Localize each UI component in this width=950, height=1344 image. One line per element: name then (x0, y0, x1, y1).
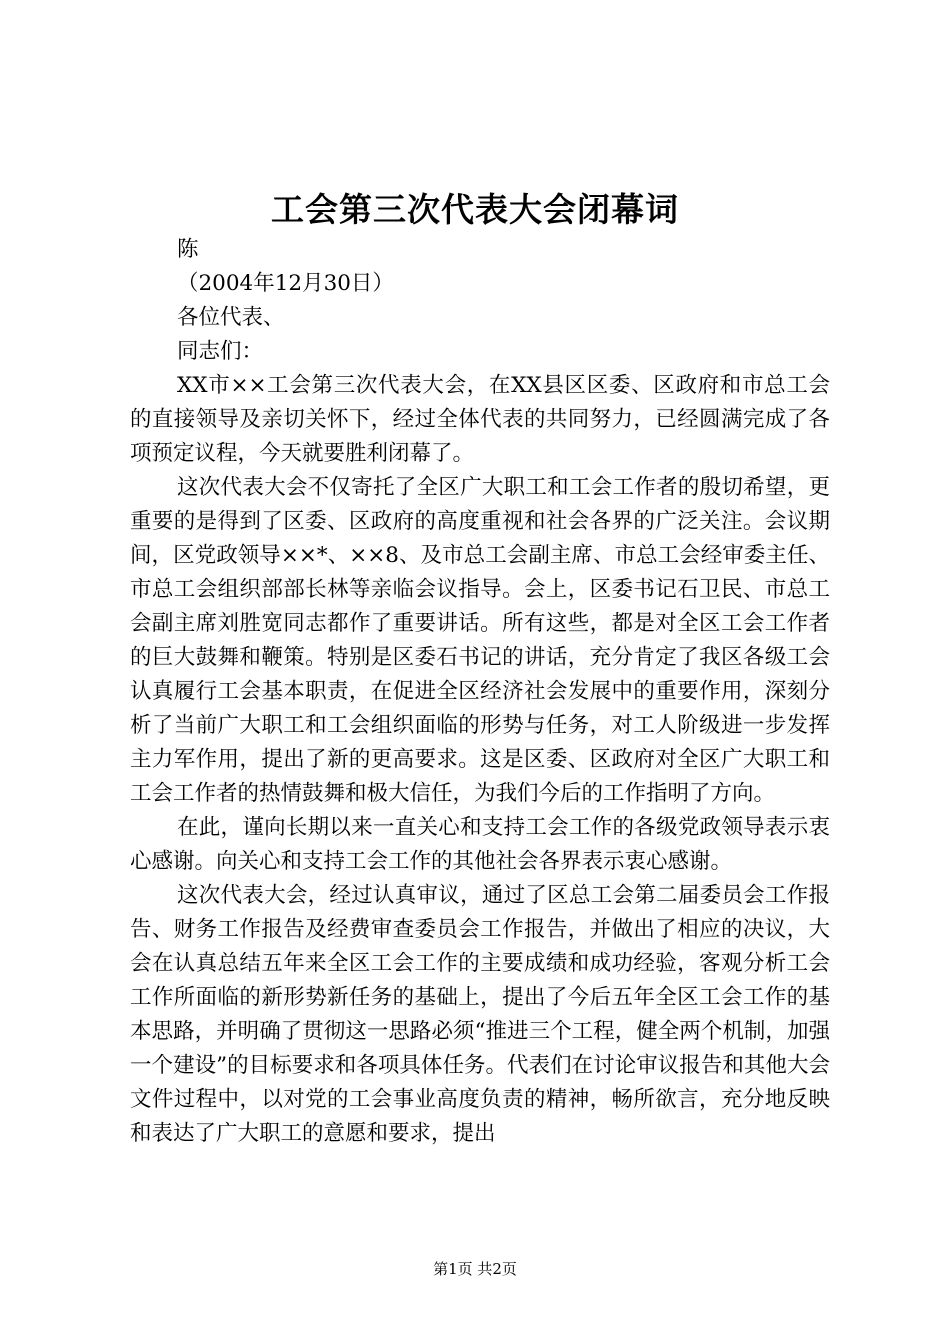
author-line: 陈 (177, 237, 199, 262)
document-body (130, 233, 830, 1151)
paragraph-3: 在此，谨向长期以来一直关心和支持工会工作的各级党政领导表示衷心感谢。向关心和支持工会工作的其他社会各界表示衷心感谢。 (130, 815, 830, 874)
paragraph-4: 这次代表大会，经过认真审议，通过了区总工会第二届委员会工作报告、财务工作报告及经费审查委员会工作报告，并做出了相应的决议，大会在认真总结五年来全区工会工作的主要成绩和成功经验，客观分析工会工作所面临的新形势新任务的基础上，提出了今后五年全区工会工作的基本思路，并明确了贯彻这一思路必须“推进三个工程，健全两个机制，加强一个建设”的目标要求和各项具体任务。代表们在讨论审议报告和其他大会文件过程中，以对党的工会事业高度负责的精神，畅所欲言，充分地反映和表达了广大职工的意愿和要求，提出 (130, 883, 830, 1146)
salutation-line-2: 同志们： (177, 339, 264, 364)
document-title: 工会第三次代表大会闭幕词 (271, 190, 679, 229)
page-footer: 第1页 共2页 (433, 1260, 517, 1278)
salutation-line-1: 各位代表、 (177, 305, 285, 330)
date-line: （2004年12月30日） (177, 271, 394, 296)
paragraph-1: XX市××工会第三次代表大会，在XX县区区委、区政府和市总工会的直接领导及亲切关怀下，经过全体代表的共同努力，已经圆满完成了各项预定议程，今天就要胜利闭幕了。 (130, 373, 830, 466)
paragraph-2: 这次代表大会不仅寄托了全区广大职工和工会工作者的殷切希望，更重要的是得到了区委、区政府的高度重视和社会各界的广泛关注。会议期间，区党政领导××*、××8、及市总工会副主席、市总工会经审委主任、市总工会组织部部长林等亲临会议指导。会上，区委书记石卫民、市总工会副主席刘胜宽同志都作了重要讲话。所有这些，都是对全区工会工作者的巨大鼓舞和鞭策。特别是区委石书记的讲话，充分肯定了我区各级工会认真履行工会基本职责，在促进全区经济社会发展中的重要作用，深刻分析了当前广大职工和工会组织面临的形势与任务，对工人阶级进一步发挥主力军作用，提出了新的更高要求。这是区委、区政府对全区广大职工和工会工作者的热情鼓舞和极大信任，为我们今后的工作指明了方向。 (130, 475, 830, 806)
